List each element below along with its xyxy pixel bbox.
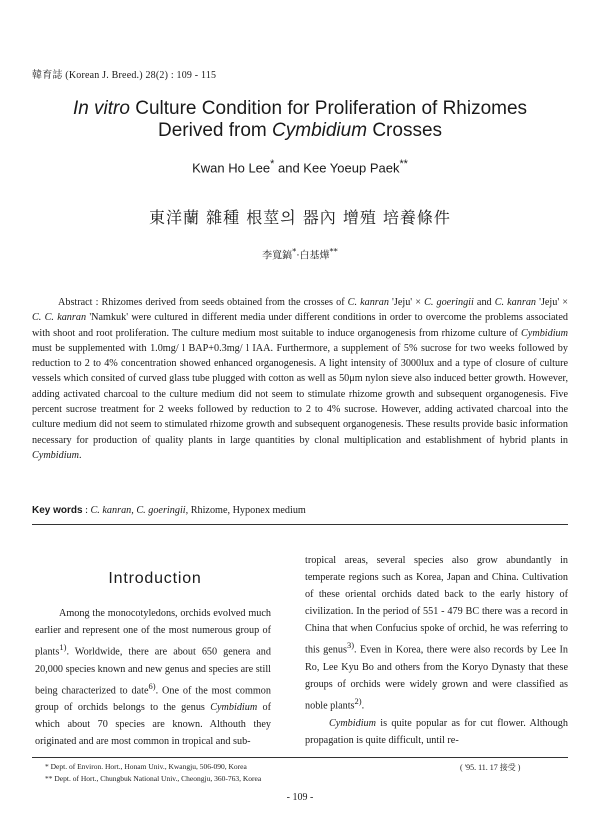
author-2: Kee Yoeup Paek [303,160,400,176]
right-column-paragraph-2 [305,715,568,749]
korean-authors [40,246,560,261]
title-line-2-start: Derived from [157,120,273,141]
species-name: C. C. kanran [32,312,87,324]
species-name: C. kanran [347,297,389,308]
genus-name: Cymbidium [210,702,258,714]
abstract-label: Abstract : [58,297,102,308]
keywords-separator: : [82,505,91,516]
keywords-label: Key words [32,505,83,516]
body-text: of which about 70 species are known. Althouth they originated and are most common in tropical and sub- [35,702,271,748]
journal-citation: 韓育誌 (Korean J. Breed.) 28(2) : 109 - 115 [32,70,217,81]
reference-mark: 1) [59,642,67,653]
title-italic-cymbidium: Cymbidium [272,120,368,141]
paper-title-line-1 [40,98,560,119]
keywords-line [32,505,568,516]
received-date: ( '95. 11. 17 接受 ) [460,763,521,772]
korean-title: 東洋蘭 雜種 根莖의 器內 增殖 培養條件 [149,208,451,227]
korean-author-separator: · [296,250,300,262]
keywords-species: C. kanran, C. goeringii, [90,505,189,516]
body-text: tropical areas, several species also grow abundantly in temperate regions such as Korea, Japan and China. Cultivation of these oriental orchids dated back to the early history of civilization. In the period of 551 - 479 BC there was a record in China that when Confucius spoke of orchid, he was referring to this genus [305,555,568,656]
author-1-mark: * [270,158,275,170]
author-2-mark: ** [399,158,408,170]
korean-author-2: 白基燁 [299,250,330,262]
body-text: . One of the most common group of orchids belongs to the genus [35,685,271,714]
abstract-text: 'Jeju' × [388,297,425,308]
body-text: . [361,700,365,712]
abstract-text: 'Namkuk' were cultured in different media under different conditions in order to overcome the problems associated with shoot and root proliferation. The culture medium most suitable to induce organogenesis from rhizome culture of [32,312,569,339]
footnote-divider [32,757,568,758]
keywords-rest: Rhizome, Hyponex medium [188,505,306,516]
author-1: Kwan Ho Lee [192,160,271,176]
species-name: C. kanran [494,297,537,308]
genus-name: Cymbidium [32,449,79,461]
footnote-2: ** Dept. of Hort., Chungbuk National Univ., Cheongju, 360-763, Korea [45,774,262,783]
abstract [32,295,568,463]
genus-name: Cymbidium [521,327,568,339]
title-line-1-text: Culture Condition for Proliferation of Rhizomes [129,98,528,119]
reference-mark: 3) [346,640,355,651]
reference-mark: 2) [354,696,362,707]
body-text: . Even in Korea, there were also records by Lee In Ro, Lee Kyu Bo and others from the Koryo Dynasty that these groups of orchids were widely grown and were classified as noble plants [305,644,568,712]
paper-title-line-2 [40,120,560,141]
body-text: . Worldwide, there are about 650 genera and 20,000 species known and new genus and species are still being characterized to date [35,646,271,697]
footnote-1: * Dept. of Environ. Hort., Honam Univ., Kwangju, 506-090, Korea [45,762,247,771]
korean-author-2-mark: ** [329,246,338,256]
title-line-2-end: Crosses [367,120,443,141]
abstract-text: and [473,297,495,308]
reference-mark: 6) [148,680,156,691]
introduction-right-column [305,552,568,749]
keywords-divider [32,524,568,525]
korean-author-1: 李寬鎬 [262,250,293,262]
body-text: is quite popular as for cut flower. Although propagation is quite difficult, until re- [305,717,568,746]
abstract-text: 'Jeju' × [536,297,569,308]
right-column-paragraph-1 [305,552,568,715]
title-italic-in-vitro: In vitro [72,98,130,119]
author-conjunction: and [274,160,304,176]
body-text: Among the monocotyledons, orchids evolved much earlier and represent one of the most numerous group of plants [35,608,271,658]
genus-name: Cymbidium [329,717,376,729]
authors-line [40,158,560,175]
species-name: C. goeringii [424,297,474,308]
abstract-text: Rhizomes derived from seeds obtained from the crosses of [101,297,348,308]
abstract-text: . [78,449,82,461]
page-number: - 109 - [286,792,314,803]
introduction-left-column [35,605,271,751]
korean-author-1-mark: * [292,246,297,256]
abstract-text: must be supplemented with 1.0mg/ l BAP+0.3mg/ l IAA. Furthermore, a supplement of 5% sucrose for two weeks followed by reduction to 2 to 4% concentration showed enhanced organogenesis. A light intensity of 3000lux and a type of closure of culture vessels which consited of curved glass tube plugged with cotton as well as 50μm nylon sieve also induced better growth. However, adding activated charcoal to the culture medium did not seem to stimulate rhizome growth and subsequent organogenesis. Five percent sucrose treatment for 2 weeks followed by reduction to 2 to 4% sucrose. However, adding activated charcoal into the culture medium did not seem to stimulated rhizome growth and subsequent organogenesis. These results provide basic information necessary for production of quality plants in large quantities by clonal multiplication and establishment of hybrid plants in [32,342,568,446]
introduction-heading: Introduction [108,570,202,587]
